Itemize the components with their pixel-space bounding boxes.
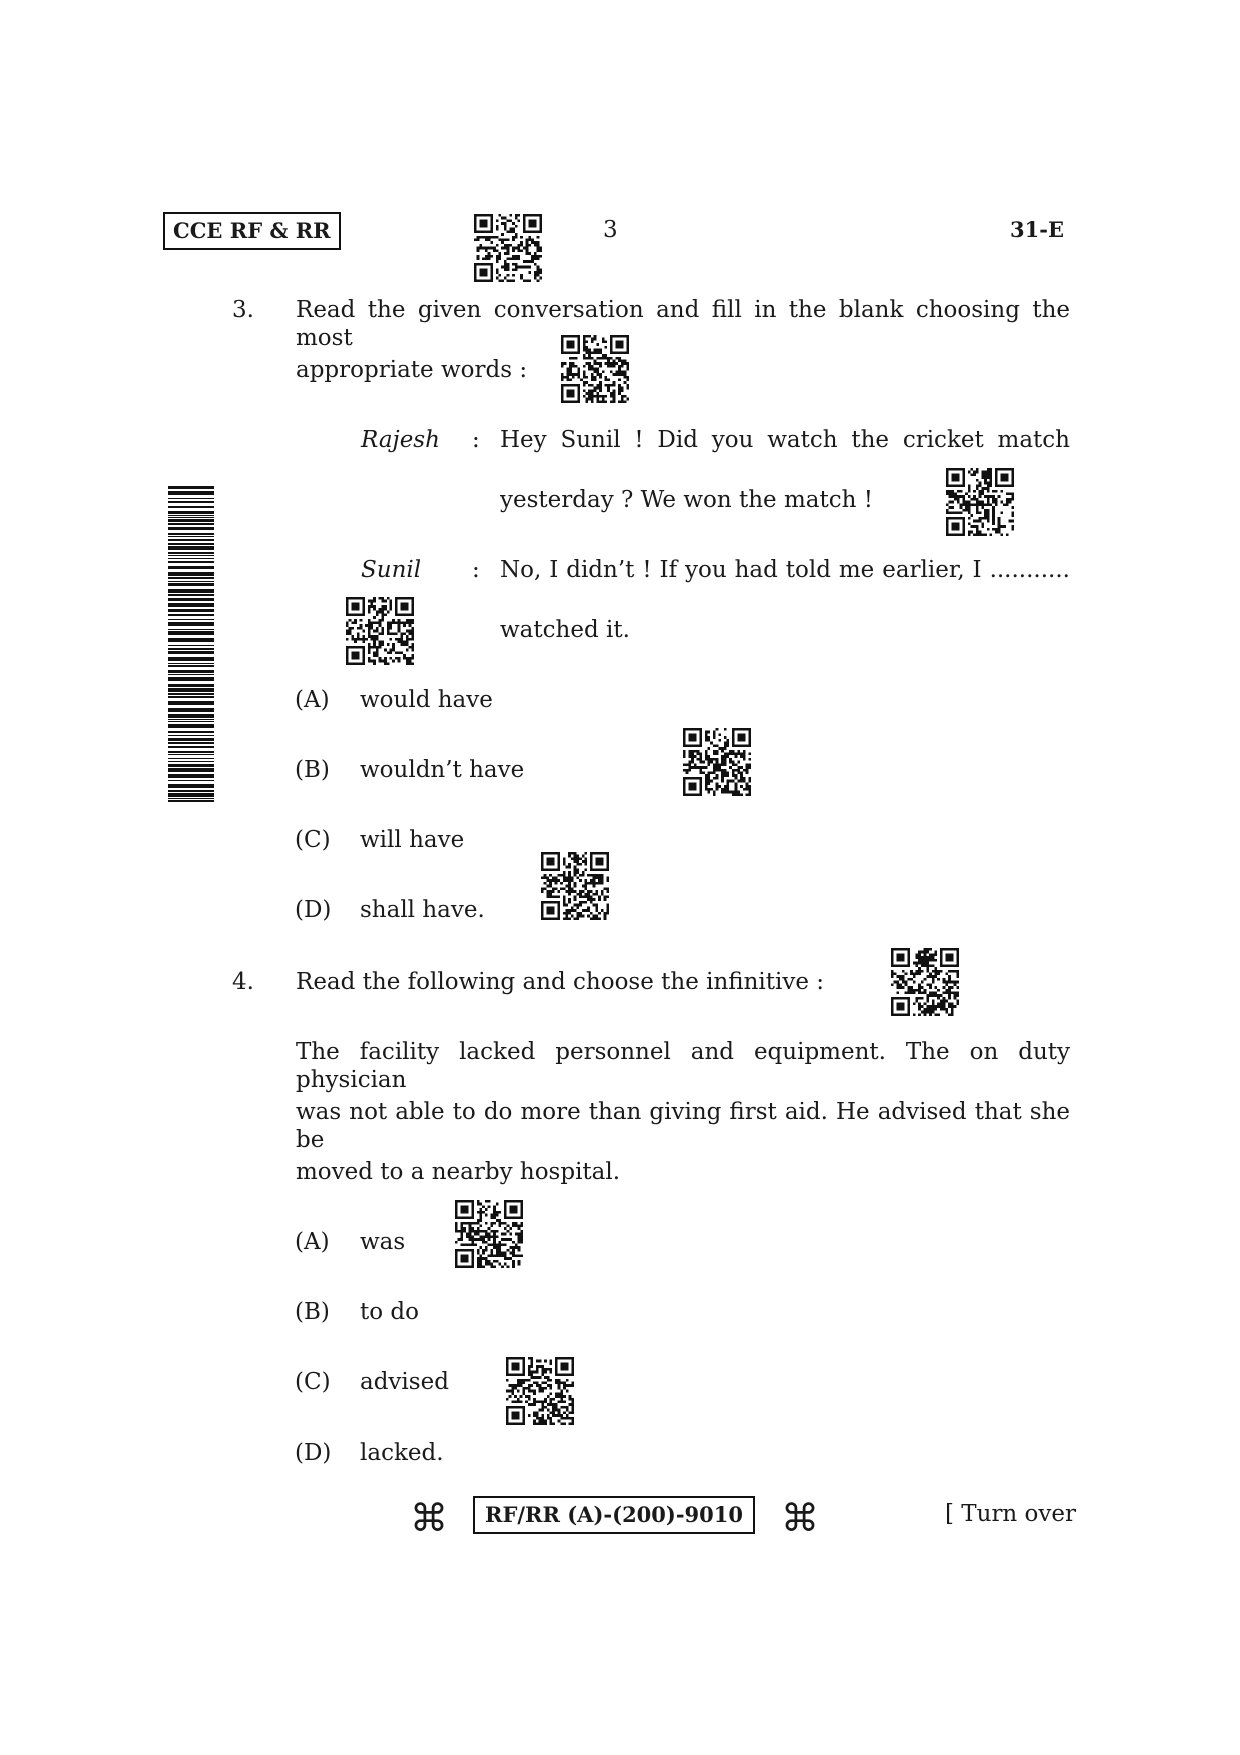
page-number: 3: [603, 217, 618, 243]
footer-code-box: RF/RR (A)-(200)-9010: [473, 1496, 755, 1534]
qr-code-icon: [683, 728, 751, 796]
passage-line: The facility lacked personnel and equipment. The on duty physician: [296, 1039, 1070, 1093]
qr-code-icon: [474, 214, 542, 282]
option-label: (A): [295, 1229, 330, 1255]
dialogue-speaker: Sunil: [361, 557, 422, 583]
option-label: (D): [295, 1440, 332, 1466]
qr-code-icon: [541, 852, 609, 920]
question-number: 3.: [232, 297, 254, 323]
option-text: will have: [360, 827, 465, 853]
option-text: would have: [360, 687, 493, 713]
qr-code-icon: [455, 1200, 523, 1268]
option-label: (A): [295, 687, 330, 713]
question-prompt: appropriate words :: [296, 357, 528, 383]
option-label: (C): [295, 1369, 331, 1395]
option-text: advised: [360, 1369, 449, 1395]
option-text: shall have.: [360, 897, 485, 923]
qr-code-icon: [946, 468, 1014, 536]
dialogue-speaker: Rajesh: [361, 427, 440, 453]
option-label: (D): [295, 897, 332, 923]
qr-code-icon: [891, 948, 959, 1016]
turn-over-text: [ Turn over: [945, 1501, 1077, 1527]
dialogue-line: watched it.: [500, 617, 630, 643]
qr-code-icon: [561, 335, 629, 403]
dialogue-line: yesterday ? We won the match !: [500, 487, 873, 513]
qr-code-icon: [346, 597, 414, 665]
barcode-icon: [168, 486, 214, 802]
passage-line: was not able to do more than giving first aid. He advised that she be: [296, 1099, 1070, 1153]
passage-line: moved to a nearby hospital.: [296, 1159, 621, 1185]
dialogue-line: Hey Sunil ! Did you watch the cricket match: [500, 427, 1070, 453]
command-symbol-icon: ⌘: [410, 1496, 448, 1540]
dialogue-colon: :: [472, 427, 480, 453]
option-label: (C): [295, 827, 331, 853]
option-text: lacked.: [360, 1440, 444, 1466]
dialogue-line: No, I didn’t ! If you had told me earlier, I ...........: [500, 557, 1070, 583]
option-text: wouldn’t have: [360, 757, 525, 783]
paper-code: 31-E: [1010, 217, 1064, 242]
exam-code-box: CCE RF & RR: [163, 212, 341, 250]
question-prompt: Read the following and choose the infinitive :: [296, 969, 825, 995]
option-text: was: [360, 1229, 406, 1255]
option-label: (B): [295, 757, 330, 783]
command-symbol-icon: ⌘: [781, 1496, 819, 1540]
question-number: 4.: [232, 969, 254, 995]
qr-code-icon: [506, 1357, 574, 1425]
option-label: (B): [295, 1299, 330, 1325]
dialogue-colon: :: [472, 557, 480, 583]
question-prompt: Read the given conversation and fill in the blank choosing the most: [296, 297, 1070, 351]
option-text: to do: [360, 1299, 419, 1325]
